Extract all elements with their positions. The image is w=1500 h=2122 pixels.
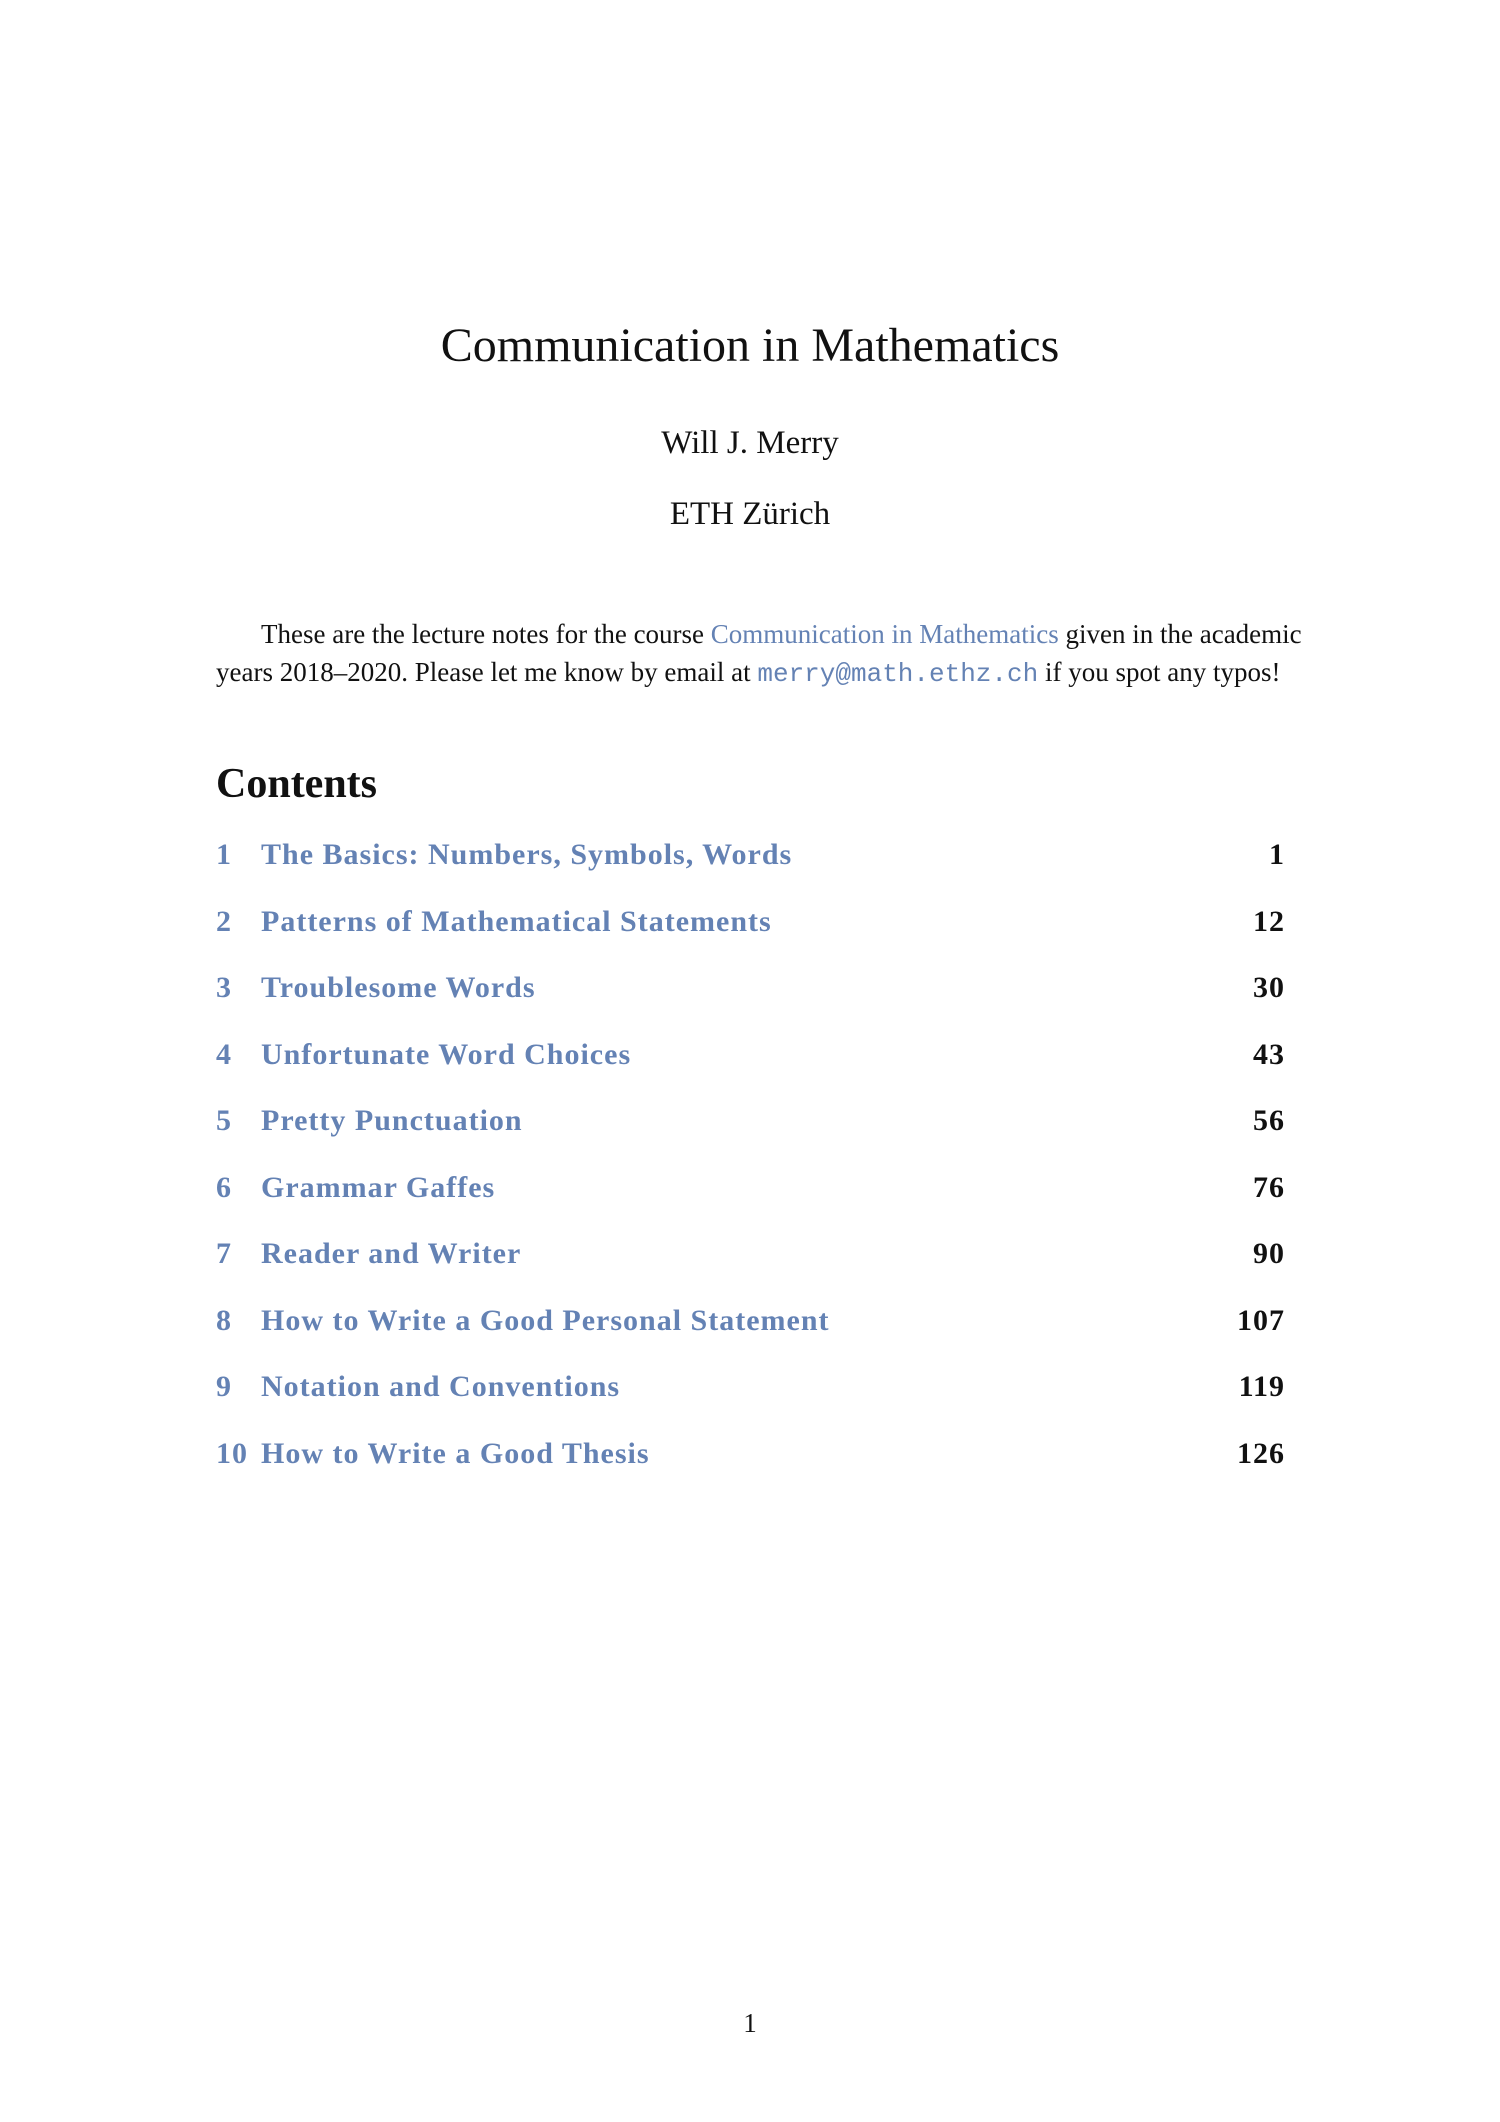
toc-title[interactable]: Pretty Punctuation bbox=[261, 1104, 523, 1137]
toc-page: 119 bbox=[1238, 1370, 1285, 1403]
toc-entry[interactable] bbox=[216, 1437, 1285, 1477]
course-link[interactable]: Communication in Mathematics bbox=[710, 619, 1059, 649]
toc-page: 43 bbox=[1253, 1037, 1285, 1071]
toc-title[interactable]: Unfortunate Word Choices bbox=[261, 1037, 632, 1071]
toc-entry[interactable] bbox=[216, 905, 1285, 945]
email-link[interactable]: merry@math.ethz.ch bbox=[757, 658, 1039, 689]
toc-num[interactable]: 4 bbox=[216, 1037, 232, 1071]
author: Will J. Merry bbox=[661, 425, 839, 461]
toc-page: 76 bbox=[1253, 1170, 1285, 1204]
toc-entry[interactable] bbox=[216, 1304, 1285, 1344]
toc-page: 30 bbox=[1253, 971, 1285, 1004]
intro-text: These are the lecture notes for the course bbox=[261, 619, 711, 649]
toc-title[interactable]: Reader and Writer bbox=[261, 1237, 522, 1270]
toc-num[interactable]: 9 bbox=[216, 1370, 232, 1403]
toc-entry[interactable] bbox=[216, 1171, 1285, 1211]
toc-num[interactable]: 5 bbox=[216, 1104, 232, 1137]
toc-num[interactable]: 2 bbox=[216, 904, 232, 938]
toc-entry[interactable] bbox=[216, 1370, 1285, 1410]
toc-num[interactable]: 6 bbox=[216, 1170, 232, 1204]
document-title: Communication in Mathematics bbox=[440, 319, 1060, 372]
toc-page: 90 bbox=[1253, 1237, 1285, 1270]
intro-text: given in the academic years 2018–2020. Please let me know by email at bbox=[216, 619, 1302, 687]
institution: ETH Zürich bbox=[669, 496, 831, 532]
toc-entry[interactable] bbox=[216, 1104, 1285, 1144]
toc-page: 1 bbox=[1269, 838, 1285, 871]
intro-text: if you spot any typos! bbox=[1038, 656, 1281, 687]
toc-title[interactable]: Patterns of Mathematical Statements bbox=[261, 904, 772, 938]
intro-paragraph bbox=[216, 616, 1326, 693]
toc-num[interactable]: 3 bbox=[216, 971, 232, 1004]
toc-num[interactable]: 10 bbox=[216, 1436, 248, 1470]
toc-num[interactable]: 8 bbox=[216, 1303, 232, 1337]
toc-num[interactable]: 7 bbox=[216, 1237, 232, 1270]
toc-title[interactable]: Troublesome Words bbox=[261, 971, 536, 1004]
toc-title[interactable]: Grammar Gaffes bbox=[261, 1170, 496, 1204]
contents-heading: Contents bbox=[216, 761, 378, 807]
toc-page: 126 bbox=[1237, 1436, 1285, 1470]
toc-entry[interactable] bbox=[216, 1038, 1285, 1078]
toc-entry[interactable] bbox=[216, 838, 1285, 878]
toc-page: 12 bbox=[1253, 904, 1285, 938]
toc-entry[interactable] bbox=[216, 1237, 1285, 1277]
toc-title[interactable]: How to Write a Good Thesis bbox=[261, 1436, 650, 1470]
toc-title[interactable]: How to Write a Good Personal Statement bbox=[261, 1303, 830, 1337]
toc-page: 56 bbox=[1253, 1104, 1285, 1137]
toc-page: 107 bbox=[1237, 1303, 1285, 1337]
toc-title[interactable]: Notation and Conventions bbox=[261, 1370, 621, 1403]
toc-title[interactable]: The Basics: Numbers, Symbols, Words bbox=[261, 838, 793, 871]
toc-entry[interactable] bbox=[216, 971, 1285, 1011]
toc-num[interactable]: 1 bbox=[216, 838, 232, 871]
page-number: 1 bbox=[743, 2008, 757, 2038]
